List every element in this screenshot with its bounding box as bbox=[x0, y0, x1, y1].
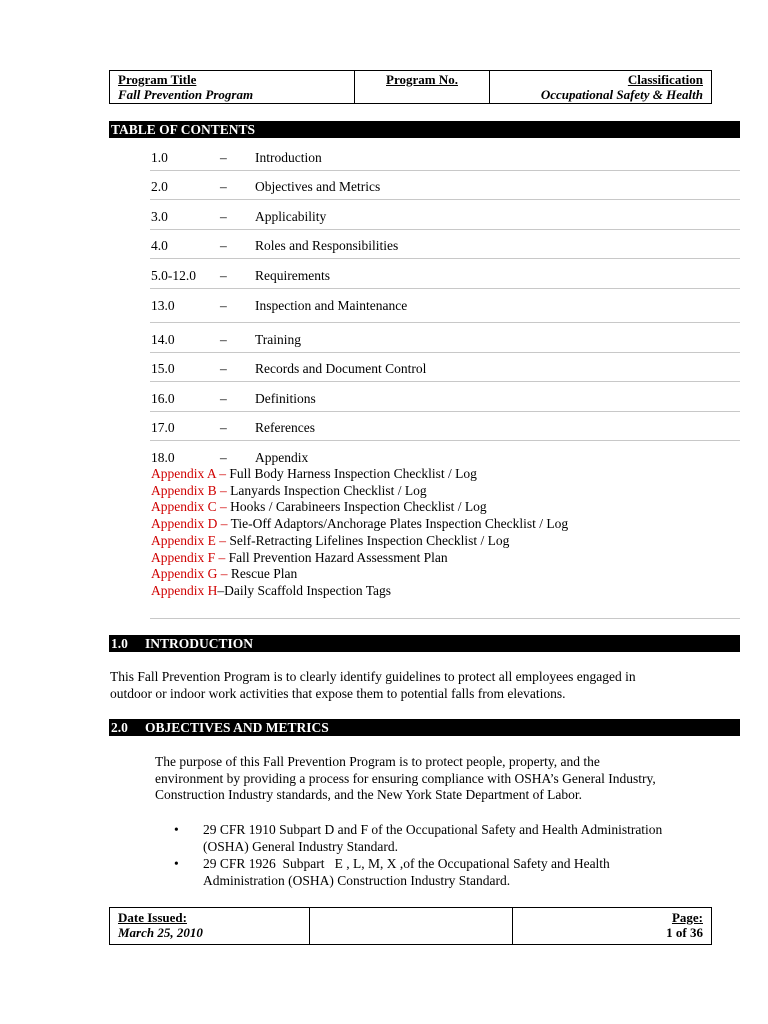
toc-item-dash: – bbox=[220, 298, 227, 313]
toc-item[interactable] bbox=[150, 359, 710, 379]
toc-item-title: Appendix bbox=[255, 450, 309, 465]
toc-item[interactable] bbox=[150, 207, 710, 227]
toc-item-title: Roles and Responsibilities bbox=[255, 238, 399, 253]
appendix-separator: – bbox=[215, 532, 230, 548]
program-title-cell bbox=[110, 71, 355, 103]
toc-divider bbox=[150, 352, 740, 353]
appendix-title: Self-Retracting Lifelines Inspection Checklist / Log bbox=[229, 532, 510, 548]
bullet-line: 29 CFR 1926 Subpart E , L, M, X ,of the Occupational Safety and Health bbox=[203, 856, 610, 871]
toc-item-title: Objectives and Metrics bbox=[255, 179, 381, 194]
appendix-item[interactable] bbox=[151, 566, 568, 583]
toc-item-dash: – bbox=[220, 209, 227, 224]
appendix-separator: – bbox=[215, 466, 230, 481]
toc-divider bbox=[150, 258, 740, 259]
toc-item-number: 2.0 bbox=[151, 179, 168, 194]
appendix-title: Daily Scaffold Inspection Tags bbox=[224, 582, 392, 598]
bullet-line: 29 CFR 1910 Subpart D and F of the Occupational Safety and Health Administration bbox=[203, 822, 663, 837]
appendix-item[interactable] bbox=[151, 483, 568, 500]
appendix-separator: – bbox=[215, 549, 229, 565]
bullet-line: Administration (OSHA) Construction Industry Standard. bbox=[203, 872, 511, 888]
paragraph-line: outdoor or indoor work activities that expose them to potential falls from elevations. bbox=[110, 685, 566, 701]
date-issued-label: Date Issued: bbox=[118, 910, 187, 925]
bullet-item bbox=[172, 856, 742, 889]
objectives-heading-bar bbox=[109, 719, 740, 736]
appendix-label: Appendix D bbox=[151, 516, 218, 532]
toc-item[interactable] bbox=[150, 177, 710, 197]
paragraph-line: Construction Industry standards, and the New York State Department of Labor. bbox=[155, 787, 583, 802]
toc-item-title: Inspection and Maintenance bbox=[255, 298, 408, 313]
objectives-paragraph bbox=[155, 754, 745, 804]
appendix-label: Appendix B bbox=[151, 482, 217, 498]
appendix-title: Lanyards Inspection Checklist / Log bbox=[230, 482, 427, 498]
intro-heading-bar bbox=[109, 635, 740, 652]
classification-label: Classification bbox=[627, 72, 703, 87]
section-number: 2.0 bbox=[111, 720, 128, 735]
toc-item-dash: – bbox=[220, 179, 227, 194]
date-issued-cell bbox=[110, 908, 310, 944]
toc-item-number: 5.0-12.0 bbox=[151, 268, 196, 283]
toc-divider bbox=[150, 199, 740, 200]
toc-item-dash: – bbox=[220, 361, 227, 376]
program-no-label: Program No. bbox=[386, 72, 458, 87]
bullet-line: (OSHA) General Industry Standard. bbox=[203, 838, 398, 854]
page-cell bbox=[513, 908, 711, 944]
toc-divider bbox=[150, 288, 740, 289]
toc-item-title: Training bbox=[255, 332, 302, 347]
toc-heading: TABLE OF CONTENTS bbox=[111, 122, 256, 137]
appendix-list bbox=[151, 466, 568, 600]
paragraph-line: environment by providing a process for ensuring compliance with OSHA’s General Industry, bbox=[155, 770, 656, 786]
bullet-item bbox=[172, 822, 742, 855]
classification-cell bbox=[490, 71, 711, 103]
paragraph-line: The purpose of this Fall Prevention Program is to protect people, property, and the bbox=[155, 754, 600, 769]
toc-item-dash: – bbox=[220, 420, 227, 435]
toc-item-title: Records and Document Control bbox=[255, 361, 427, 376]
appendix-item[interactable] bbox=[151, 533, 568, 550]
program-title-label: Program Title bbox=[118, 72, 197, 87]
toc-item[interactable] bbox=[150, 418, 710, 438]
appendix-label: Appendix H bbox=[151, 582, 218, 598]
appendix-label: Appendix A bbox=[151, 466, 216, 481]
toc-item-dash: – bbox=[220, 450, 227, 465]
page-value bbox=[521, 925, 703, 940]
footer-empty-cell bbox=[310, 908, 513, 944]
appendix-item[interactable] bbox=[151, 466, 568, 483]
appendix-label: Appendix C bbox=[151, 499, 217, 515]
section-heading: OBJECTIVES AND METRICS bbox=[145, 720, 329, 735]
page-number: 1 of 36 bbox=[666, 925, 703, 940]
toc-item-title: Introduction bbox=[255, 150, 322, 165]
appendix-label: Appendix G bbox=[151, 566, 218, 582]
toc-divider bbox=[150, 170, 740, 171]
appendix-label: Appendix E bbox=[151, 532, 216, 548]
footer-table bbox=[109, 907, 712, 945]
toc-item-title: Requirements bbox=[255, 268, 330, 283]
toc-item-title: Applicability bbox=[255, 209, 327, 224]
appendix-separator: – bbox=[217, 516, 231, 532]
toc-item[interactable] bbox=[150, 330, 710, 350]
toc-item-dash: – bbox=[220, 268, 227, 283]
toc-item-number: 1.0 bbox=[151, 150, 168, 165]
toc-item-dash: – bbox=[220, 150, 227, 165]
appendix-item[interactable] bbox=[151, 550, 568, 567]
bullet-icon: • bbox=[174, 856, 179, 871]
toc-item-title: References bbox=[255, 420, 315, 435]
section-heading: INTRODUCTION bbox=[145, 636, 254, 651]
toc-divider bbox=[150, 411, 740, 412]
program-header-table bbox=[109, 70, 712, 104]
appendix-item[interactable] bbox=[151, 516, 568, 533]
appendix-item[interactable] bbox=[151, 583, 568, 600]
toc-item-dash: – bbox=[220, 332, 227, 347]
program-title-value: Fall Prevention Program bbox=[118, 87, 254, 102]
standards-bullet-list bbox=[172, 822, 742, 890]
toc-divider bbox=[150, 440, 740, 441]
toc-divider bbox=[150, 381, 740, 382]
toc-item-title: Definitions bbox=[255, 391, 316, 406]
toc-item[interactable] bbox=[150, 296, 710, 316]
toc-item[interactable] bbox=[150, 448, 710, 468]
toc-item-number: 18.0 bbox=[151, 450, 175, 465]
toc-item[interactable] bbox=[150, 236, 710, 256]
toc-heading-bar bbox=[109, 121, 740, 138]
toc-item-number: 15.0 bbox=[151, 361, 175, 376]
toc-item-number: 17.0 bbox=[151, 420, 175, 435]
appendix-separator: – bbox=[216, 482, 231, 498]
appendix-separator: – bbox=[217, 566, 231, 582]
toc-item-number: 3.0 bbox=[151, 209, 168, 224]
page-label: Page: bbox=[671, 910, 703, 925]
classification-value: Occupational Safety & Health bbox=[540, 87, 703, 102]
appendix-title: Fall Prevention Hazard Assessment Plan bbox=[228, 549, 448, 565]
toc-item-dash: – bbox=[220, 391, 227, 406]
appendix-separator: – bbox=[216, 499, 231, 515]
section-number: 1.0 bbox=[111, 636, 128, 651]
toc-item[interactable] bbox=[150, 148, 710, 168]
toc-item[interactable] bbox=[150, 389, 710, 409]
paragraph-line: This Fall Prevention Program is to clearly identify guidelines to protect all employees engaged in bbox=[110, 669, 636, 684]
appendix-title: Full Body Harness Inspection Checklist / Log bbox=[229, 466, 477, 481]
appendix-label: Appendix F bbox=[151, 549, 216, 565]
intro-paragraph bbox=[110, 669, 750, 702]
appendix-item[interactable] bbox=[151, 499, 568, 516]
program-no-cell bbox=[355, 71, 490, 103]
toc-item-number: 4.0 bbox=[151, 238, 168, 253]
toc-divider bbox=[150, 229, 740, 230]
toc-item-number: 14.0 bbox=[151, 332, 175, 347]
toc-divider bbox=[150, 322, 740, 323]
toc-item[interactable] bbox=[150, 266, 710, 286]
date-issued-value: March 25, 2010 bbox=[118, 925, 203, 940]
appendix-separator: – bbox=[217, 582, 225, 598]
appendix-title: Hooks / Carabineers Inspection Checklist / Log bbox=[230, 499, 487, 515]
bullet-icon: • bbox=[174, 822, 179, 837]
toc-divider bbox=[150, 618, 740, 619]
appendix-title: Tie-Off Adaptors/Anchorage Plates Inspection Checklist / Log bbox=[230, 516, 569, 532]
toc-item-dash: – bbox=[220, 238, 227, 253]
toc-item-number: 16.0 bbox=[151, 391, 175, 406]
toc-item-number: 13.0 bbox=[151, 298, 175, 313]
appendix-title: Rescue Plan bbox=[230, 566, 298, 582]
